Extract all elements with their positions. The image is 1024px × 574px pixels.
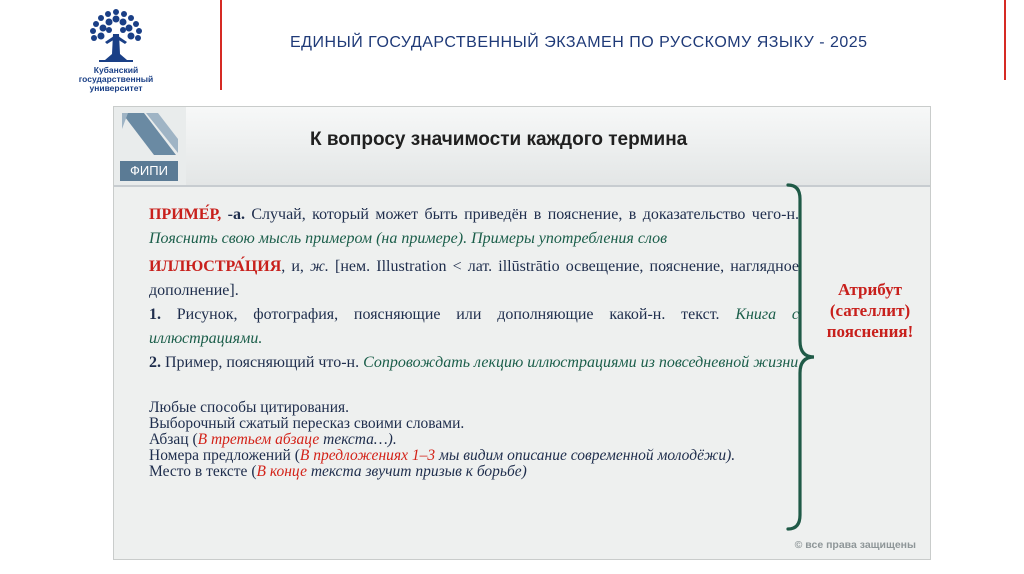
mesto-label: Место в тексте ( (149, 463, 257, 480)
fipi-logo (114, 107, 186, 185)
entry-illustration-gender: ж. (310, 258, 329, 275)
tree-emblem-icon (85, 4, 147, 66)
entry-illustration-grammar: , и, (281, 258, 311, 275)
copyright-notice: © все права защищены (794, 539, 916, 551)
sense-2-number: 2. (149, 354, 161, 371)
entry-primer (149, 203, 799, 251)
logo-line-3: университет (89, 83, 143, 93)
dictionary-entries (149, 203, 799, 481)
attribute-line-2: (сателлит) (829, 301, 911, 320)
attribute-line-1: Атрибут (838, 280, 902, 299)
logo-line-2: государственный (78, 74, 154, 84)
entry-primer-definition: Случай, который может быть приведён в пояснение, в доказательство чего-н. (244, 206, 800, 223)
citation-methods-list (149, 401, 799, 479)
attribute-line-3: пояснения! (826, 322, 914, 341)
entry-illustration-headword: ИЛЛЮСТРА́ЦИЯ (149, 258, 282, 275)
entry-primer-headword: ПРИМЕ́Р, (149, 206, 222, 223)
entry-primer-suffix: -а. (221, 206, 245, 223)
university-logo (70, 4, 162, 93)
slide-header (114, 107, 930, 185)
slide-title: К вопросу значимости каждого термина (310, 129, 688, 150)
logo-line-1: Кубанский (93, 65, 139, 75)
nomera-rest: мы видим описание современной молодёжи). (435, 447, 736, 464)
abzac-rest: текста…). (319, 431, 397, 448)
abzac-highlight: В третьем абзаце (197, 431, 320, 448)
mesto-highlight: В конце (256, 463, 307, 480)
sense-2-definition: Пример, поясняющий что-н. (161, 354, 364, 371)
sense-1-definition: Рисунок, фотография, поясняющие или дополняющие какой-н. текст. (161, 306, 736, 323)
entry-illustration (149, 255, 799, 375)
curly-brace-icon (784, 181, 820, 533)
abzac-label: Абзац ( (149, 431, 198, 448)
page-title: ЕДИНЫЙ ГОСУДАРСТВЕННЫЙ ЭКЗАМЕН ПО РУССКОМУ ЯЗЫКУ - 2025 (290, 34, 868, 51)
list-item (149, 465, 799, 479)
sense-1-example: Книга с иллюстрациями. (149, 306, 800, 347)
header-divider-left (220, 0, 222, 90)
sense-2-example: Сопровождать лекцию иллюстрациями из повседневной жизни (363, 354, 799, 371)
fipi-label: ФИПИ (120, 161, 178, 181)
slide-image (113, 106, 931, 560)
mesto-rest: текста звучит призыв к борьбе) (306, 463, 527, 480)
fipi-emblem-icon (114, 107, 186, 161)
nomera-label: Номера предложений ( (149, 447, 300, 464)
attribute-note (814, 279, 926, 342)
header-divider-right (1004, 0, 1006, 80)
entry-primer-example: Пояснить свою мысль примером (на примере). Примеры употребления слов (149, 230, 668, 247)
list-item (149, 449, 799, 463)
list-item: Выборочный сжатый пересказ своими словами. (149, 415, 465, 432)
list-item: Любые способы цитирования. (149, 399, 350, 416)
entry-illustration-etymology: [нем. Illustration < лат. illūstrātio освещение, пояснение, наглядное дополнение]. (149, 258, 800, 299)
sense-1-number: 1. (149, 306, 161, 323)
nomera-highlight: В предложениях 1–3 (299, 447, 436, 464)
list-item (149, 433, 799, 447)
